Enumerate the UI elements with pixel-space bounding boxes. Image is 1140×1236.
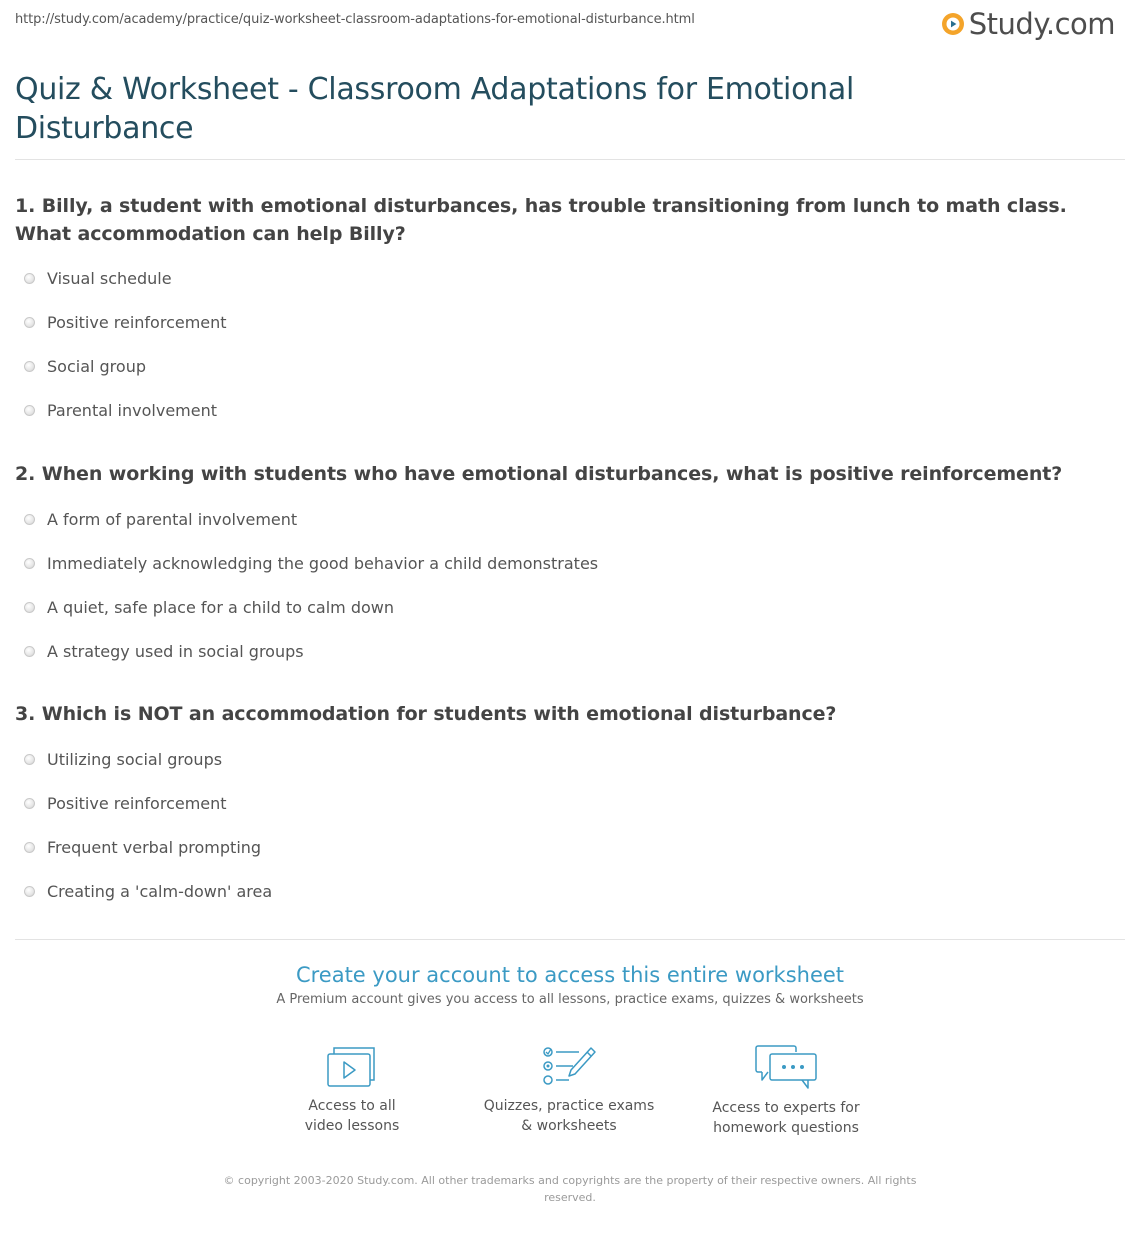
answer-label: Creating a 'calm-down' area (47, 882, 273, 901)
top-bar (15, 0, 1125, 50)
feature-experts (696, 1044, 876, 1138)
page-url: http://study.com/academy/practice/quiz-worksheet-classroom-adaptations-for-emotional-disturbance.html (15, 12, 695, 27)
answer-label: Immediately acknowledging the good behavior a child demonstrates (47, 554, 599, 573)
question-1 (15, 192, 1125, 438)
promo-subtitle: A Premium account gives you access to all lessons, practice exams, quizzes & worksheets (276, 992, 864, 1007)
answer-options (15, 262, 1125, 438)
answer-option[interactable] (15, 875, 1125, 919)
answer-label: Visual schedule (47, 269, 172, 288)
question-text: 3. Which is NOT an accommodation for students with emotional disturbance? (15, 703, 837, 725)
answer-options (15, 503, 1125, 679)
answer-option[interactable] (15, 831, 1125, 875)
premium-promo (15, 962, 1125, 1009)
answer-option[interactable] (15, 635, 1125, 679)
answer-label: Parental involvement (47, 401, 217, 420)
answer-option[interactable] (15, 743, 1125, 787)
radio-button[interactable] (24, 405, 35, 416)
answer-label: Frequent verbal prompting (47, 838, 262, 857)
radio-button[interactable] (24, 798, 35, 809)
radio-button[interactable] (24, 317, 35, 328)
radio-button[interactable] (24, 361, 35, 372)
feature-line: Access to experts for (712, 1100, 860, 1116)
answer-label: Positive reinforcement (47, 794, 227, 813)
answer-label: Utilizing social groups (47, 750, 223, 769)
answer-option[interactable] (15, 547, 1125, 591)
answer-option[interactable] (15, 262, 1125, 306)
copyright-footer: © copyright 2003-2020 Study.com. All other trademarks and copyrights are the property of their respective owners. All rights reserved. (223, 1174, 917, 1204)
create-account-link[interactable]: Create your account to access this entire worksheet (295, 963, 845, 987)
radio-button[interactable] (24, 646, 35, 657)
quiz-checklist-icon (541, 1044, 597, 1088)
question-text: 1. Billy, a student with emotional disturbances, has trouble transitioning from lunch to math class. What accommodation can help Billy? (15, 195, 1067, 245)
question-2 (15, 460, 1125, 679)
title-divider (15, 159, 1125, 160)
feature-line: Access to all (308, 1098, 396, 1114)
play-circle-logo-icon (941, 12, 965, 36)
answer-options (15, 743, 1125, 919)
radio-button[interactable] (24, 602, 35, 613)
feature-text (262, 1096, 442, 1136)
answer-option[interactable] (15, 787, 1125, 831)
feature-video-lessons (262, 1044, 442, 1136)
feature-line: video lessons (304, 1118, 400, 1134)
answer-label: A strategy used in social groups (47, 642, 304, 661)
answer-label: A quiet, safe place for a child to calm down (47, 598, 394, 617)
radio-button[interactable] (24, 514, 35, 525)
answer-option[interactable] (15, 503, 1125, 547)
radio-button[interactable] (24, 558, 35, 569)
answer-option[interactable] (15, 394, 1125, 438)
logo-text: Study.com (968, 7, 1115, 41)
answer-option[interactable] (15, 350, 1125, 394)
page-title: Quiz & Worksheet - Classroom Adaptations for Emotional Disturbance (15, 72, 854, 146)
answer-label: Positive reinforcement (47, 313, 227, 332)
feature-text (479, 1096, 659, 1136)
answer-option[interactable] (15, 306, 1125, 350)
feature-line: & worksheets (521, 1118, 617, 1134)
question-text: 2. When working with students who have emotional disturbances, what is positive reinforcement? (15, 463, 1063, 485)
video-lessons-icon (326, 1044, 378, 1088)
feature-line: homework questions (713, 1120, 859, 1136)
promo-divider (15, 939, 1125, 940)
answer-label: A form of parental involvement (47, 510, 298, 529)
radio-button[interactable] (24, 273, 35, 284)
study-logo[interactable] (941, 6, 1115, 42)
chat-experts-icon (754, 1044, 818, 1090)
answer-option[interactable] (15, 591, 1125, 635)
feature-line: Quizzes, practice exams (483, 1098, 655, 1114)
answer-label: Social group (47, 357, 146, 376)
feature-text (696, 1098, 876, 1138)
feature-quizzes (479, 1044, 659, 1136)
question-3 (15, 700, 1125, 919)
radio-button[interactable] (24, 754, 35, 765)
radio-button[interactable] (24, 886, 35, 897)
radio-button[interactable] (24, 842, 35, 853)
